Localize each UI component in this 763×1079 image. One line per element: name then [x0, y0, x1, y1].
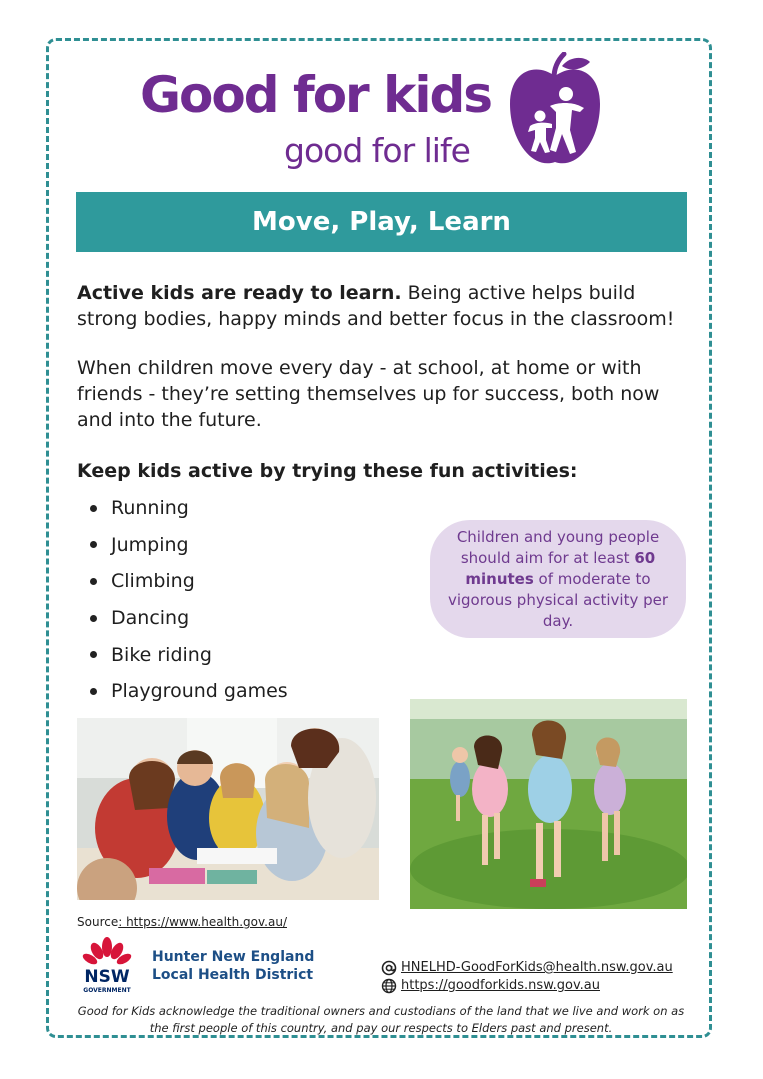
- bullet-icon: [90, 688, 97, 695]
- acknowledgement-of-country: Good for Kids acknowledge the traditional owners and custodians of the land that we live and work on as the first people of this country, and pay our respects to Elders past and present.: [77, 1004, 685, 1035]
- intro-bold-lead: Active kids are ready to learn.: [77, 282, 402, 304]
- activities-heading: Keep kids active by trying these fun activities:: [77, 460, 578, 482]
- district-line-2: Local Health District: [152, 967, 314, 983]
- bullet-icon: [90, 615, 97, 622]
- list-item: [90, 636, 288, 673]
- source-citation: [77, 915, 287, 929]
- activity-label: Dancing: [111, 607, 190, 630]
- callout-text-after: of moderate to vigorous physical activity per day.: [447, 569, 669, 630]
- list-item: [90, 673, 288, 710]
- website-row: [381, 977, 673, 995]
- website-link[interactable]: https://goodforkids.nsw.gov.au: [401, 978, 600, 993]
- activity-label: Running: [111, 497, 189, 520]
- activity-label: Jumping: [111, 533, 189, 556]
- at-sign-icon: [381, 960, 397, 976]
- logo-title: Good for kids: [140, 66, 492, 124]
- bullet-icon: [90, 651, 97, 658]
- source-label: Source: [77, 915, 119, 929]
- success-paragraph: When children move every day - at school, at home or with friends - they’re setting themselves up for success, both now and into the future.: [77, 357, 660, 431]
- bullet-icon: [90, 505, 97, 512]
- nsw-text: NSW: [84, 967, 130, 987]
- logo-tagline: good for life: [284, 131, 470, 170]
- list-item: [90, 600, 288, 637]
- source-link[interactable]: : https://www.health.gov.au/: [118, 915, 287, 929]
- nsw-government-logo: [80, 933, 134, 995]
- callout-text-before: Children and young people should aim for at least: [456, 527, 660, 567]
- classroom-photo: [77, 718, 379, 900]
- district-line-1: Hunter New England: [152, 949, 315, 965]
- activity-guideline-callout: [430, 520, 686, 638]
- bullet-icon: [90, 541, 97, 548]
- list-item: [90, 563, 288, 600]
- activity-label: Climbing: [111, 570, 195, 593]
- callout-highlight: 60 minutes: [465, 548, 656, 588]
- bullet-icon: [90, 578, 97, 585]
- activity-label: Playground games: [111, 680, 288, 703]
- activity-label: Bike riding: [111, 643, 212, 666]
- intro-text: Being active helps build strong bodies, happy minds and better focus in the classroom!: [77, 282, 675, 330]
- globe-icon: [381, 978, 397, 994]
- nsw-government-text: GOVERNMENT: [83, 987, 131, 994]
- contact-details: [381, 959, 673, 995]
- activities-list: [90, 490, 288, 710]
- intro-paragraph: [77, 280, 687, 332]
- district-name: [152, 948, 314, 984]
- list-item: [90, 527, 288, 564]
- email-link[interactable]: HNELHD-GoodForKids@health.nsw.gov.au: [401, 960, 673, 975]
- email-row: [381, 959, 673, 977]
- page-title-banner: Move, Play, Learn: [76, 192, 687, 252]
- apple-family-icon: [506, 52, 604, 172]
- children-running-photo: [410, 699, 687, 909]
- list-item: [90, 490, 288, 527]
